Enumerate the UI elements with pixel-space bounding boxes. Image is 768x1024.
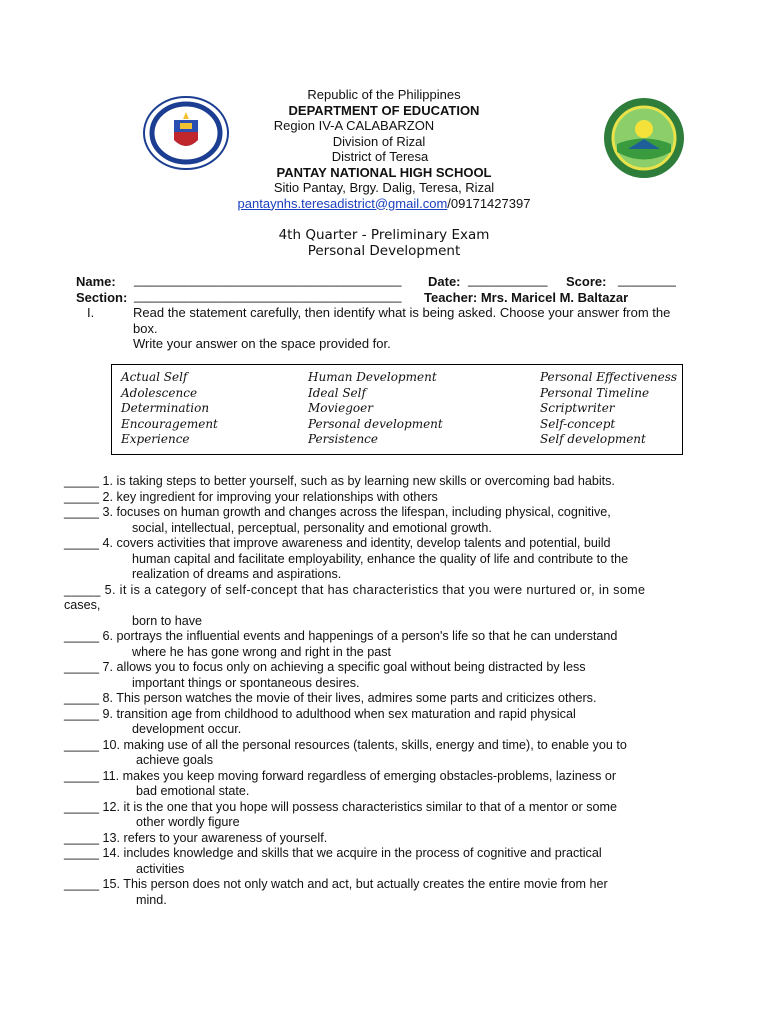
question-text-wrap: cases, [64, 598, 101, 612]
score-label: Score: [566, 274, 607, 289]
choice-item: Adolescence [121, 385, 198, 400]
letterhead [0, 87, 768, 211]
choice-item: Human Development [308, 370, 437, 384]
question-item[interactable] [64, 738, 732, 769]
question-text: _____ 3. focuses on human growth and changes across the lifespan, including physical, cognitive, [64, 505, 611, 519]
question-text: _____ 12. it is the one that you hope will possess characteristics similar to that of a mentor or some [64, 799, 617, 814]
exam-title [0, 227, 768, 259]
question-text-cont: achieve goals [136, 753, 214, 767]
question-item[interactable] [64, 707, 732, 738]
choice-item: Scriptwriter [540, 401, 615, 415]
instruction-line-3: Write your answer on the space provided for. [133, 336, 391, 351]
question-text: _____ 1. is taking steps to better yourself, such as by learning new skills or overcoming bad habits. [64, 474, 615, 488]
part-number: I. [87, 305, 95, 320]
question-text: _____ 6. portrays the influential events and happenings of a person's life so that he can understand [64, 629, 618, 643]
region-line: Region IV-A CALABARZON [273, 118, 435, 133]
score-field[interactable]: ________ [618, 272, 676, 287]
instruction-line-1: Read the statement carefully, then identify what is being asked. Choose your answer from the [133, 305, 671, 320]
question-text: _____ 11. makes you keep moving forward regardless of emerging obstacles-problems, laziness or [64, 768, 617, 783]
choice-item: Personal development [308, 416, 443, 431]
question-item[interactable] [64, 846, 732, 877]
school-email-link[interactable]: pantaynhs.teresadistrict@gmail.com [237, 195, 448, 211]
exam-quarter: 4th Quarter - Preliminary Exam [278, 227, 490, 243]
question-item[interactable] [64, 831, 732, 847]
question-text: _____ 5. it is a category of self-concept that has characteristics that you were nurtured or, in some [64, 582, 646, 597]
question-item[interactable] [64, 691, 732, 707]
question-text: _____ 10. making use of all the personal resources (talents, skills, energy and time), to enable you to [64, 737, 627, 752]
question-text: _____ 9. transition age from childhood to adulthood when sex maturation and rapid physical [64, 706, 576, 721]
choice-item: Personal Effectiveness [540, 370, 678, 384]
name-field[interactable]: _____________________________________ [134, 272, 402, 287]
question-item[interactable] [64, 769, 732, 800]
question-text-cont: other wordly figure [136, 815, 240, 829]
contact-line [0, 196, 768, 212]
department-line: DEPARTMENT OF EDUCATION [288, 102, 480, 118]
school-address: Sitio Pantay, Brgy. Dalig, Teresa, Rizal [273, 180, 495, 195]
republic-line: Republic of the Philippines [307, 87, 461, 102]
question-item[interactable] [64, 800, 732, 831]
choice-item: Moviegoer [308, 401, 373, 415]
school-name: PANTAY NATIONAL HIGH SCHOOL [276, 164, 492, 180]
question-text-cont: born to have [132, 613, 203, 628]
question-item[interactable] [64, 505, 732, 536]
choices-column-3 [540, 370, 677, 448]
date-field[interactable]: ___________ [468, 272, 548, 287]
question-text-cont: development occur. [132, 722, 242, 736]
question-text-cont: where he has gone wrong and right in the past [132, 644, 392, 659]
exam-subject: Personal Development [307, 243, 461, 259]
section-field[interactable]: _____________________________________ [134, 288, 402, 303]
choice-item: Actual Self [121, 370, 188, 384]
question-item[interactable] [64, 877, 732, 908]
choices-column-2 [308, 370, 443, 448]
question-text-cont: activities [136, 861, 185, 876]
question-text: _____ 4. covers activities that improve awareness and identity, develop talents and potential, build [64, 536, 611, 550]
question-item[interactable] [64, 660, 732, 691]
choice-item: Encouragement [121, 416, 218, 431]
question-text-cont: social, intellectual, perceptual, personality and emotional growth. [132, 520, 492, 535]
choice-item: Personal Timeline [540, 385, 650, 400]
question-text: _____ 7. allows you to focus only on achieving a specific goal without being distracted by less [64, 660, 586, 674]
question-item[interactable] [64, 536, 732, 583]
choice-item: Determination [121, 401, 210, 415]
instruction-text [133, 305, 733, 352]
teacher-label: Teacher: Mrs. Maricel M. Baltazar [424, 290, 629, 305]
school-phone: /09171427397 [447, 195, 531, 211]
choice-item: Self development [540, 432, 646, 446]
instruction-line-2: box. [133, 320, 158, 336]
choice-item: Self-concept [540, 416, 616, 431]
question-item[interactable] [64, 474, 732, 490]
choice-item: Ideal Self [308, 385, 366, 400]
question-text-cont: human capital and facilitate employability, enhance the quality of life and contribute to the [132, 551, 629, 566]
section-label: Section: [76, 290, 128, 305]
question-text: _____ 2. key ingredient for improving your relationships with others [64, 489, 438, 504]
choices-column-1 [121, 370, 218, 448]
question-text-cont: bad emotional state. [136, 784, 250, 798]
choice-item: Persistence [308, 432, 379, 446]
date-label: Date: [428, 274, 461, 289]
choices-box [111, 364, 683, 455]
district-line: District of Teresa [331, 149, 429, 164]
choice-item: Experience [121, 432, 190, 446]
question-text: _____ 13. refers to your awareness of yourself. [64, 830, 328, 845]
question-text: _____ 14. includes knowledge and skills that we acquire in the process of cognitive and practical [64, 846, 602, 860]
question-text-cont: realization of dreams and aspirations. [132, 567, 342, 581]
question-text-cont: mind. [136, 892, 167, 907]
division-line: Division of Rizal [332, 133, 426, 149]
question-item[interactable] [64, 583, 732, 630]
name-label: Name: [76, 274, 116, 289]
question-list [64, 474, 732, 908]
question-text: _____ 15. This person does not only watch and act, but actually creates the entire movie from her [64, 877, 608, 891]
question-text-cont: important things or spontaneous desires. [132, 675, 360, 690]
question-item[interactable] [64, 629, 732, 660]
instructions [76, 305, 736, 351]
question-item[interactable] [64, 490, 732, 506]
question-text: _____ 8. This person watches the movie of their lives, admires some parts and criticizes others. [64, 691, 597, 705]
